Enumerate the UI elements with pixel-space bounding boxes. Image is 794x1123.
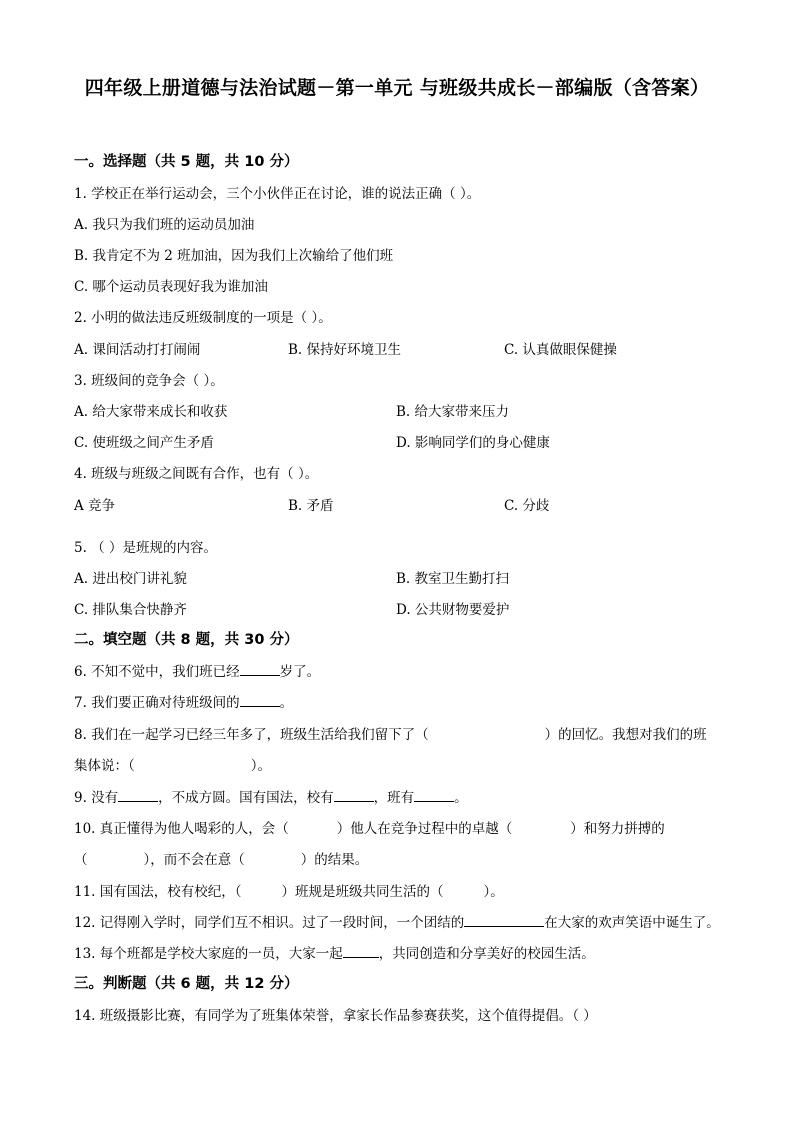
question-11-text-a: 11. 国有国法，校有校纪，（ xyxy=(74,884,242,900)
question-1-option-c: C. 哪个运动员表现好我为谁加油 xyxy=(74,279,268,295)
question-11-text-c: ）。 xyxy=(483,884,504,900)
question-11-text-b: ）班规是班级共同生活的（ xyxy=(281,884,444,900)
question-9-text-b: ，不成方圆。国有国法，校有 xyxy=(158,790,334,806)
question-4-option-b: B. 矛盾 xyxy=(288,498,334,514)
section-heading-choice: 一。选择题（共 5 题，共 10 分） xyxy=(74,154,299,170)
question-6-text: 6. 不知不觉中，我们班已经 xyxy=(74,664,240,680)
page-title: 四年级上册道德与法治试题－第一单元 与班级共成长－部编版（含答案） xyxy=(84,77,710,99)
question-5-option-b: B. 教室卫生勤打扫 xyxy=(396,571,510,587)
question-7-blank xyxy=(240,694,280,707)
question-8-line-2 xyxy=(74,754,728,774)
question-11 xyxy=(74,880,728,900)
question-12-text-b: 在大家的欢声笑语中诞生了。 xyxy=(544,915,720,931)
question-6 xyxy=(74,660,728,680)
question-7-text: 7. 我们要正确对待班级间的 xyxy=(74,695,240,711)
section-heading-fill: 二。填空题（共 8 题，共 30 分） xyxy=(74,632,299,648)
question-9-text-c: ，班有 xyxy=(373,790,415,806)
question-9 xyxy=(74,786,728,806)
question-1-option-a: A. 我只为我们班的运动员加油 xyxy=(74,217,255,233)
question-10-text-a: 10. 真正懂得为他人喝彩的人，会（ xyxy=(74,821,289,837)
question-12-blank xyxy=(464,914,544,927)
question-4-option-c: C. 分歧 xyxy=(504,498,550,514)
question-5-option-d: D. 公共财物要爱护 xyxy=(396,602,510,618)
question-7 xyxy=(74,691,728,711)
question-8-text-c: 集体说：（ xyxy=(74,758,135,774)
question-1-option-b: B. 我肯定不为 2 班加油，因为我们上次输给了他们班 xyxy=(74,248,394,264)
question-10-text-d: （ xyxy=(74,852,88,868)
question-3-stem: 3. 班级间的竞争会（ ）。 xyxy=(74,373,224,389)
question-13-blank xyxy=(343,945,379,958)
question-6-blank xyxy=(240,663,280,676)
question-10-text-b: ）他人在竞争过程中的卓越（ xyxy=(336,821,513,837)
question-4-option-a: A 竞争 xyxy=(74,498,116,514)
question-3-option-c: C. 使班级之间产生矛盾 xyxy=(74,435,214,451)
question-8-line-1 xyxy=(74,723,728,743)
question-13-text-a: 13. 每个班都是学校大家庭的一员，大家一起 xyxy=(74,946,343,962)
question-9-blank-1 xyxy=(118,789,158,802)
question-10-text-e: ），而不会在意（ xyxy=(143,852,245,868)
question-10-line-2 xyxy=(74,848,728,868)
question-4-stem: 4. 班级与班级之间既有合作，也有（ ）。 xyxy=(74,466,319,482)
question-3-option-d: D. 影响同学们的身心健康 xyxy=(396,435,550,451)
question-8-text-b: ）的回忆。我想对我们的班 xyxy=(544,727,707,743)
question-8-text-d: ）。 xyxy=(250,758,271,774)
question-13 xyxy=(74,942,728,962)
question-1-stem: 1. 学校正在举行运动会，三个小伙伴正在讨论，谁的说法正确（ ）。 xyxy=(74,186,481,202)
question-7-text-end: 。 xyxy=(279,695,294,711)
question-3-option-a: A. 给大家带来成长和收获 xyxy=(74,404,228,420)
question-9-blank-3 xyxy=(414,789,454,802)
question-14-stem: 14. 班级摄影比赛，有同学为了班集体荣誉，拿家长作品参赛获奖，这个值得提倡。（ ） xyxy=(74,1008,597,1024)
question-13-text-b: ，共同创造和分享美好的校园生活。 xyxy=(378,946,595,962)
question-2-stem: 2. 小明的做法违反班级制度的一项是（ ）。 xyxy=(74,310,332,326)
question-12 xyxy=(74,911,734,931)
question-5-option-a: A. 进出校门讲礼貌 xyxy=(74,571,187,587)
question-2-option-a: A. 课间活动打打闹闹 xyxy=(74,342,201,358)
question-9-text-a: 9. 没有 xyxy=(74,790,119,806)
question-10-text-c: ）和努力拼搏的 xyxy=(570,821,665,837)
section-heading-judge: 三。判断题（共 6 题，共 12 分） xyxy=(74,976,299,992)
question-6-text-end: 岁了。 xyxy=(279,664,321,680)
question-3-option-b: B. 给大家带来压力 xyxy=(396,404,510,420)
question-9-text-d: 。 xyxy=(454,790,468,806)
question-10-line-1 xyxy=(74,817,728,837)
question-12-text-a: 12. 记得刚入学时，同学们互不相识。过了一段时间，一个团结的 xyxy=(74,915,465,931)
question-2-option-c: C. 认真做眼保健操 xyxy=(504,342,617,358)
question-10-text-f: ）的结果。 xyxy=(300,852,369,868)
question-9-blank-2 xyxy=(334,789,374,802)
question-5-option-c: C. 排队集合快静齐 xyxy=(74,602,187,618)
question-2-option-b: B. 保持好环境卫生 xyxy=(288,342,402,358)
question-5-stem: 5. （ ）是班规的内容。 xyxy=(74,540,217,556)
question-8-text-a: 8. 我们在一起学习已经三年多了，班级生活给我们留下了（ xyxy=(74,727,429,743)
